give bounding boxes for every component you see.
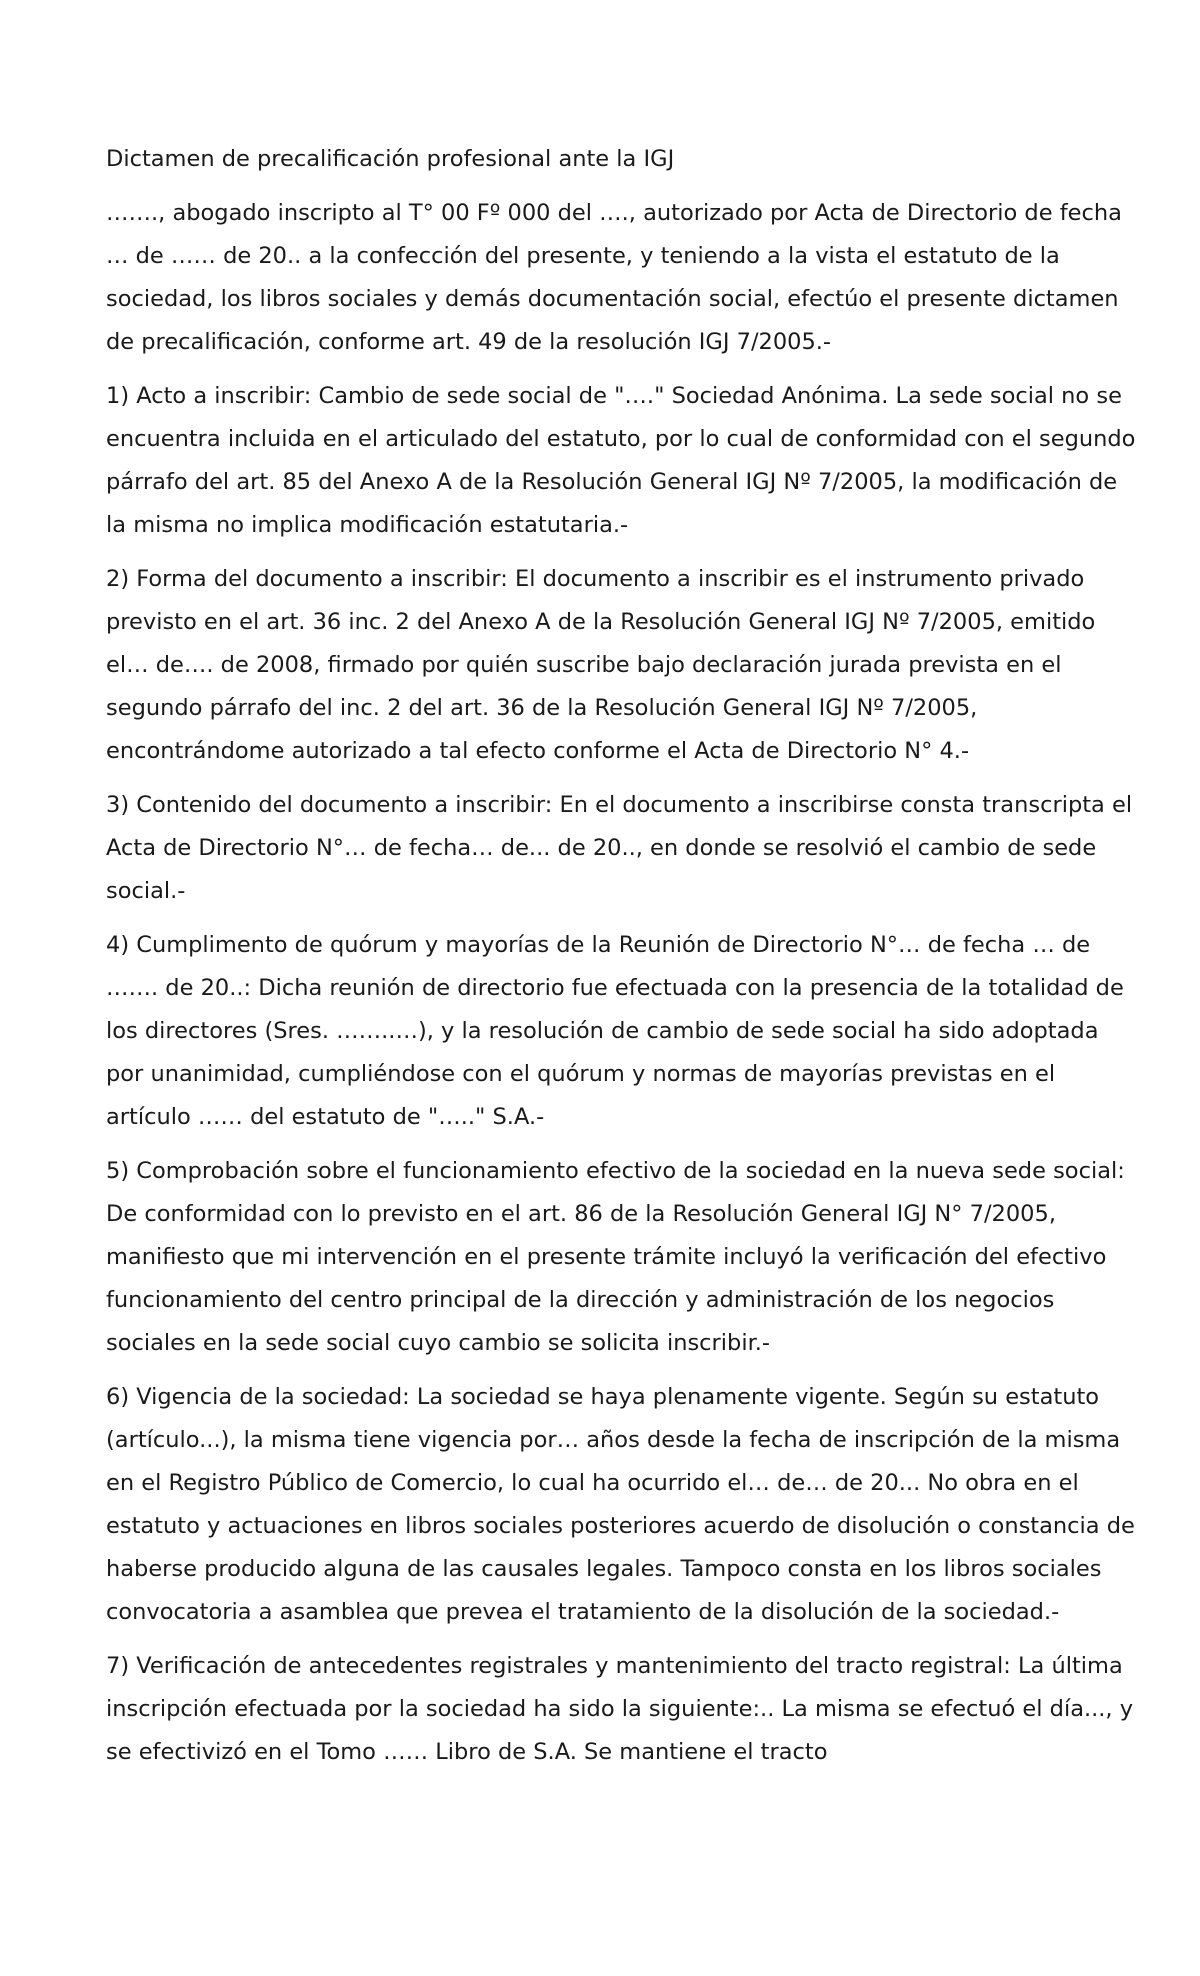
document-title: Dictamen de precalificación profesional ante la IGJ (106, 146, 675, 172)
document-body (106, 138, 1136, 1774)
paragraph-2-forma-del-documento: 2) Forma del documento a inscribir: El documento a inscribir es el instrumento privado previsto en el art. 36 inc. 2 del Anexo A de la Resolución General IGJ Nº 7/2005, emitido el… de…. de 2008, firmado por quién suscribe bajo declaración jurada prevista en el segundo párrafo del inc. 2 del art. 36 de la Resolución General IGJ Nº 7/2005, encontrándome autorizado a tal efecto conforme el Acta de Directorio N° 4.- (106, 566, 1096, 764)
paragraph-1-acto-a-inscribir: 1) Acto a inscribir: Cambio de sede social de "…." Sociedad Anónima. La sede social no se encuentra incluida en el articulado del estatuto, por lo cual de conformidad con el segundo párrafo del art. 85 del Anexo A de la Resolución General IGJ Nº 7/2005, la modificación de la misma no implica modificación estatutaria.- (106, 383, 1136, 538)
paragraph-intro: ……., abogado inscripto al T° 00 Fº 000 del …., autorizado por Acta de Directorio de fecha … de …… de 20.. a la confección del presente, y teniendo a la vista el estatuto de la sociedad, los libros sociales y demás documentación social, efectúo el presente dictamen de precalificación, conforme art. 49 de la resolución IGJ 7/2005.- (106, 200, 1122, 355)
paragraph-4-quorum-y-mayorias: 4) Cumplimento de quórum y mayorías de la Reunión de Directorio N°… de fecha … de ……. de 20..: Dicha reunión de directorio fue efectuada con la presencia de la totalidad de los directores (Sres. ……..…), y la resolución de cambio de sede social ha sido adoptada por unanimidad, cumpliéndose con el quórum y normas de mayorías previstas en el artículo …… del estatuto de "….." S.A.- (106, 932, 1124, 1130)
paragraph-5-funcionamiento-efectivo: 5) Comprobación sobre el funcionamiento efectivo de la sociedad en la nueva sede social: De conformidad con lo previsto en el art. 86 de la Resolución General IGJ N° 7/2005, manifiesto que mi intervención en el presente trámite incluyó la verificación del efectivo funcionamiento del centro principal de la dirección y administración de los negocios sociales en la sede social cuyo cambio se solicita inscribir.- (106, 1158, 1125, 1356)
paragraph-7-antecedentes-registrales: 7) Verificación de antecedentes registrales y mantenimiento del tracto registral: La última inscripción efectuada por la sociedad ha sido la siguiente:.. La misma se efectuó el día..., y se efectivizó en el Tomo …… Libro de S.A. Se mantiene el tracto (106, 1653, 1134, 1765)
paragraph-6-vigencia: 6) Vigencia de la sociedad: La sociedad se haya plenamente vigente. Según su estatuto (artículo...), la misma tiene vigencia por… años desde la fecha de inscripción de la misma en el Registro Público de Comercio, lo cual ha ocurrido el… de… de 20... No obra en el estatuto y actuaciones en libros sociales posteriores acuerdo de disolución o constancia de haberse producido alguna de las causales legales. Tampoco consta en los libros sociales convocatoria a asamblea que prevea el tratamiento de la disolución de la sociedad.- (106, 1384, 1135, 1625)
paragraph-3-contenido-del-documento: 3) Contenido del documento a inscribir: En el documento a inscribirse consta transcripta el Acta de Directorio N°… de fecha… de... de 20.., en donde se resolvió el cambio de sede social.- (106, 792, 1133, 904)
